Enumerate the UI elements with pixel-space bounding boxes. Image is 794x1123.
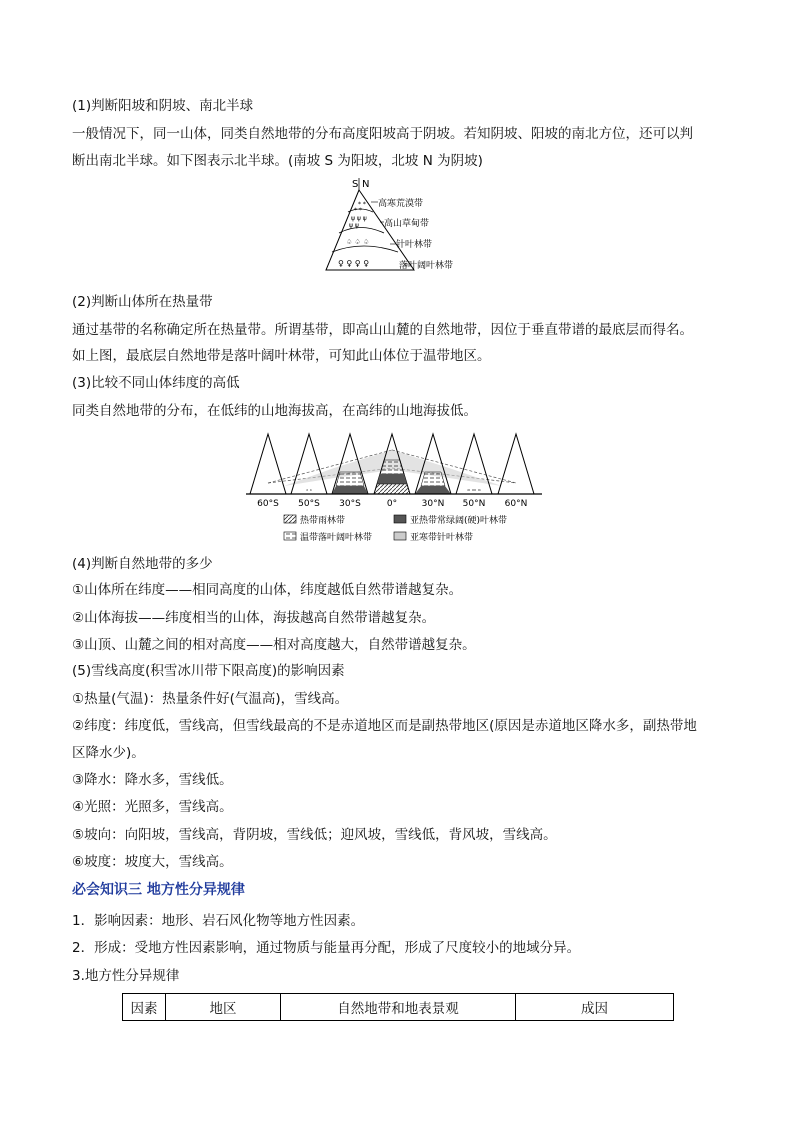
section-4-item-1: ①山体所在纬度——相同高度的山体，纬度越低自然带谱越复杂。 [72, 582, 463, 598]
svg-text:* *: * * [354, 207, 362, 214]
snowline-item-precipitation: ③降水：降水多，雪线低。 [72, 772, 233, 788]
zone-label-alpine-desert: 高寒荒漠带 [378, 199, 424, 209]
section-6-heading: 必会知识三 地方性分异规律 [72, 882, 245, 898]
vertical-zonation-figure [318, 176, 478, 274]
legend-swatch-subtropical [394, 515, 406, 523]
table-header-factor: 因素 [123, 994, 166, 1021]
section-4-item-3: ③山顶、山麓之间的相对高度——相对高度越大，自然带谱越复杂。 [72, 637, 476, 653]
svg-text:* *: * * [358, 201, 366, 208]
snowline-item-heat: ①热量(气温)：热量条件好(气温高)，雪线高。 [72, 691, 349, 707]
latitude-label-50s: 50°S [298, 499, 320, 509]
latitude-label-30s: 30°S [339, 499, 361, 509]
zone-label-alpine-meadow: 高山草甸带 [384, 219, 430, 229]
legend-swatch-subarctic [394, 532, 406, 540]
zone-label-deciduous: 落叶阔叶林带 [399, 261, 454, 271]
section-1-paragraph-line-2: 断出南北半球。如下图表示北半球。(南坡 S 为阳坡，北坡 N 为阴坡) [72, 153, 483, 169]
section-3-title: (3)比较不同山体纬度的高低 [72, 375, 240, 391]
snowline-item-sunlight: ④光照：光照多，雪线高。 [72, 799, 233, 815]
snowline-item-aspect: ⑤坡向：向阳坡，雪线高，背阴坡，雪线低；迎风坡，雪线低，背风坡，雪线高。 [72, 827, 557, 843]
zone-label-coniferous: 针叶林带 [396, 240, 433, 250]
section-4-title: (4)判断自然地带的多少 [72, 556, 213, 572]
section-1-paragraph-line-1: 一般情况下，同一山体，同类自然地带的分布高度阳坡高于阴坡。若知阴坡、阳坡的南北方位，还可以判 [72, 126, 693, 142]
legend-label-subtropical: 亚热带常绿阔(硬)叶林带 [410, 516, 508, 526]
svg-text:♀ ♀ ♀ ♀: ♀ ♀ ♀ ♀ [338, 259, 370, 268]
section-2-paragraph-line-2: 如上图，最底层自然地带是落叶阔叶林带，可知此山体位于温带地区。 [72, 348, 491, 364]
latitude-label-30n: 30°N [421, 499, 445, 509]
latitude-label-60n: 60°N [504, 499, 528, 509]
table-header-row [123, 994, 674, 1021]
svg-text:ψ ψ: ψ ψ [349, 222, 359, 229]
table-header-zone-landscape: 自然地带和地表景观 [281, 994, 516, 1021]
section-3-paragraph: 同类自然地带的分布，在低纬的山地海拔高，在高纬的山地海拔低。 [72, 403, 477, 419]
legend-label-tropical: 热带雨林带 [300, 516, 346, 526]
legend-swatch-temperate [284, 532, 296, 540]
section-2-title: (2)判断山体所在热量带 [72, 294, 213, 310]
table-header-region: 地区 [166, 994, 281, 1021]
legend-label-temperate: 温带落叶阔叶林带 [300, 533, 373, 543]
svg-text:♤ ♤ ♤: ♤ ♤ ♤ [346, 238, 370, 246]
snowline-item-slope: ⑥坡度：坡度大，雪线高。 [72, 854, 233, 870]
north-slope-label: N [362, 179, 370, 190]
svg-text:ψ ψ ψ: ψ ψ ψ [351, 215, 367, 222]
section-1-title: (1)判断阳坡和阴坡、南北半球 [72, 98, 254, 114]
section-6-line-3: 3.地方性分异规律 [72, 968, 180, 984]
section-5-title: (5)雪线高度(积雪冰川带下限高度)的影响因素 [72, 663, 345, 679]
latitude-label-60s: 60°S [257, 499, 279, 509]
section-2-paragraph-line-1: 通过基带的名称确定所在热量带。所谓基带，即高山山麓的自然地带，因位于垂直带谱的最底层而得名。 [72, 322, 693, 338]
section-6-line-1: 1．影响因素：地形、岩石风化物等地方性因素。 [72, 913, 365, 929]
latitude-comparison-figure [244, 428, 548, 548]
legend-swatch-tropical [284, 515, 296, 523]
snowline-item-latitude-line-1: ②纬度：纬度低，雪线高，但雪线最高的不是赤道地区而是副热带地区(原因是赤道地区降水多，副热带地 [72, 718, 697, 734]
local-differentiation-table [122, 993, 674, 1021]
table-header-cause: 成因 [516, 994, 674, 1021]
latitude-label-equator: 0° [386, 499, 398, 509]
south-slope-label: S [352, 179, 359, 190]
section-4-item-2: ②山体海拔——纬度相当的山体，海拔越高自然带谱越复杂。 [72, 610, 436, 626]
legend-label-subarctic: 亚寒带针叶林带 [410, 533, 474, 543]
section-6-line-2: 2．形成：受地方性因素影响，通过物质与能量再分配，形成了尺度较小的地域分异。 [72, 940, 581, 956]
latitude-label-50n: 50°N [462, 499, 486, 509]
snowline-item-latitude-line-2: 区降水少)。 [72, 745, 145, 761]
